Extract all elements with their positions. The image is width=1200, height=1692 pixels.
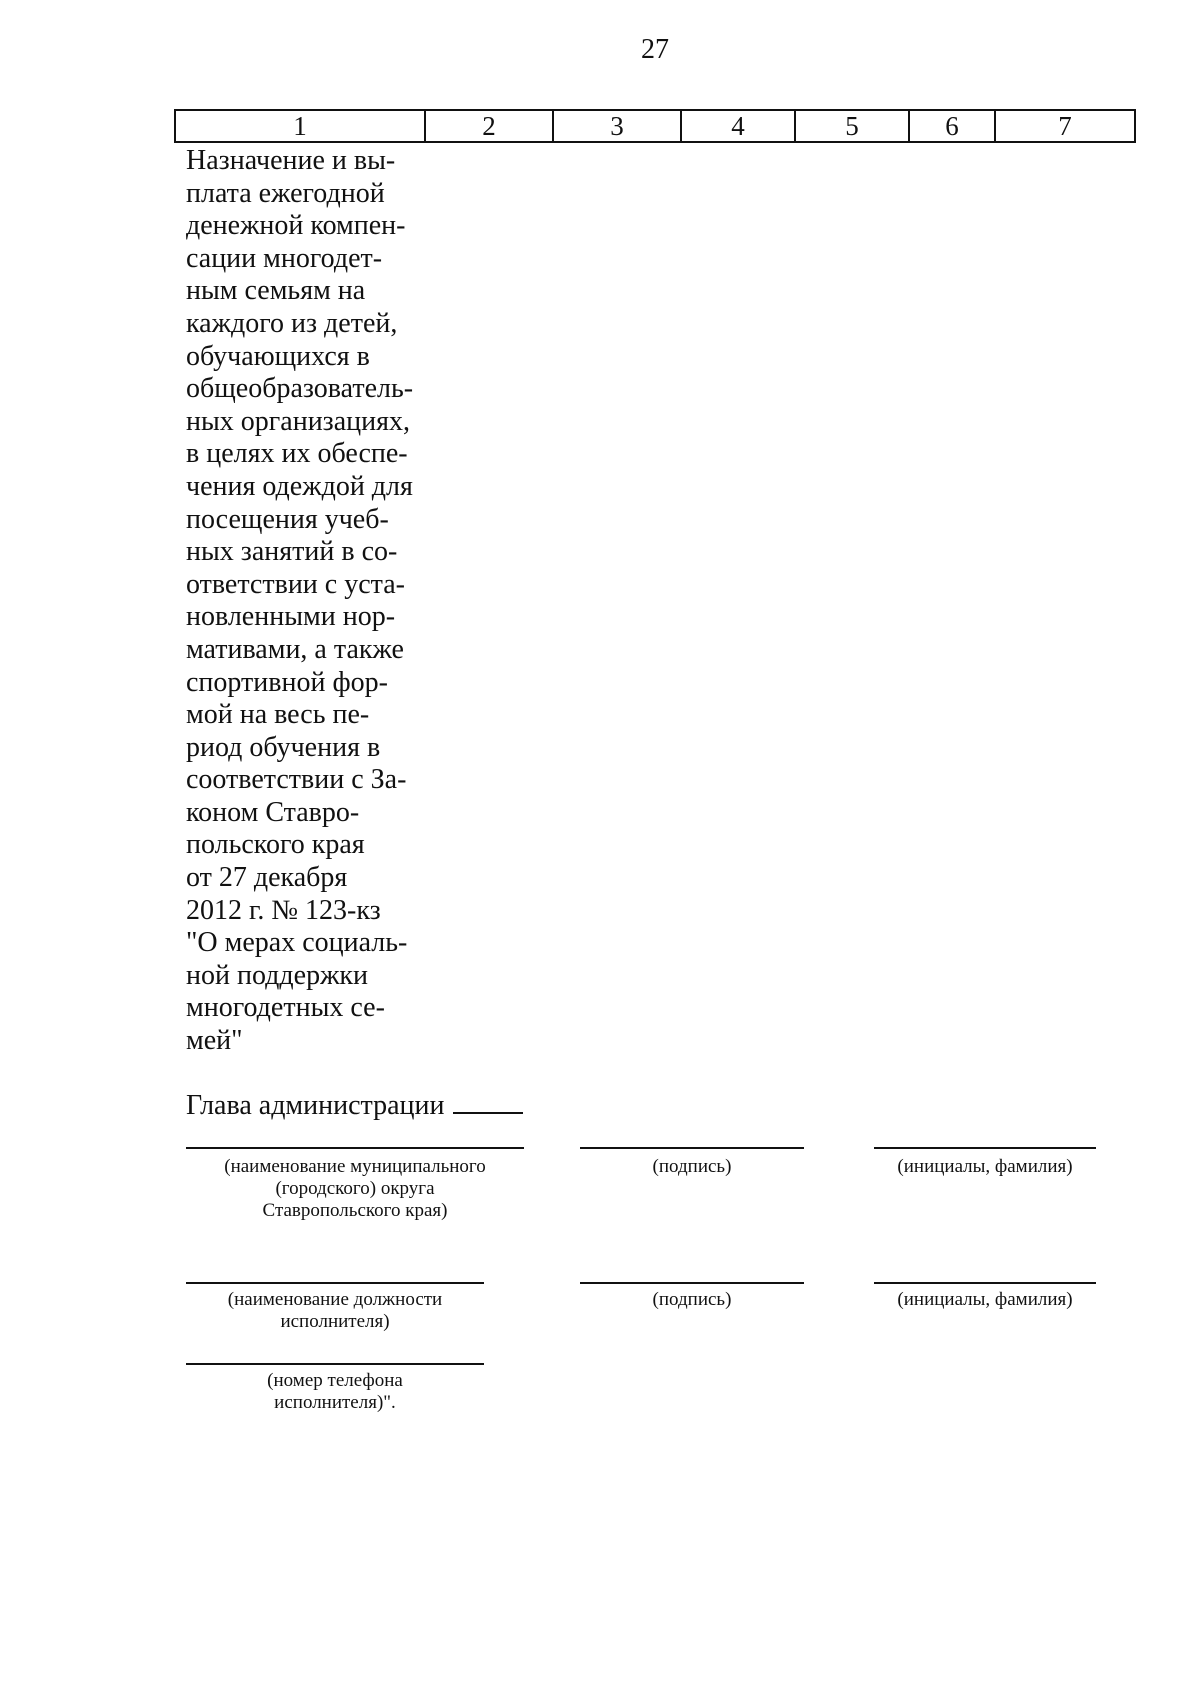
column-number-cell: 2 xyxy=(425,110,553,142)
signature-line xyxy=(580,1147,804,1149)
service-description-line: чения одеждой для xyxy=(186,470,413,502)
phone-caption xyxy=(186,1370,484,1414)
table-header-row xyxy=(175,110,1135,142)
service-description-line: ных занятий в со- xyxy=(186,536,398,568)
service-description-line: плата ежегодной xyxy=(186,177,385,209)
service-description-line: мативами, а также xyxy=(186,633,404,665)
caption-line: (номер телефона xyxy=(267,1370,403,1391)
service-description-line: мей" xyxy=(186,1025,243,1057)
service-description-line: ным семьям на xyxy=(186,275,366,307)
caption-line: Ставропольского края) xyxy=(262,1200,448,1221)
column-number-cell: 6 xyxy=(909,110,995,142)
municipality-caption xyxy=(186,1156,524,1222)
service-description-line: ответствии с уста- xyxy=(186,568,405,600)
service-description-line: сации многодет- xyxy=(186,242,383,274)
service-description-line: многодетных се- xyxy=(186,992,385,1024)
name-signature-line xyxy=(874,1282,1096,1284)
column-number-header-table xyxy=(174,109,1136,143)
service-description-line: обучающихся в xyxy=(186,340,370,372)
head-label-blank-line xyxy=(453,1090,523,1114)
service-description-line: 2012 г. № 123-кз xyxy=(186,894,381,926)
service-description xyxy=(186,145,446,1058)
service-description-line: "О мерах социаль- xyxy=(186,927,408,959)
column-number-cell: 1 xyxy=(175,110,425,142)
service-description-line: новленными нор- xyxy=(186,601,396,633)
service-description-line: Назначение и вы- xyxy=(186,145,396,176)
phone-signature-line xyxy=(186,1363,484,1365)
name-signature-line xyxy=(874,1147,1096,1149)
service-description-line: соответствии с За- xyxy=(186,764,407,796)
column-number-cell: 3 xyxy=(553,110,681,142)
service-description-line: спортивной фор- xyxy=(186,666,388,698)
service-description-line: мой на весь пе- xyxy=(186,699,370,731)
service-description-line: общеобразователь- xyxy=(186,373,414,405)
service-description-line: польского края xyxy=(186,829,365,861)
service-description-line: от 27 декабря xyxy=(186,862,348,894)
signature-caption: (подпись) xyxy=(652,1156,732,1177)
head-label-text: Глава администрации xyxy=(186,1090,445,1121)
column-number-cell: 4 xyxy=(681,110,795,142)
caption-line: исполнителя) xyxy=(280,1311,390,1332)
head-of-administration-label xyxy=(186,1090,523,1122)
caption-line: (наименование должности xyxy=(227,1289,443,1310)
name-caption: (инициалы, фамилия) xyxy=(897,1289,1073,1310)
signature-line xyxy=(580,1282,804,1284)
column-number-cell: 5 xyxy=(795,110,909,142)
caption-line: (городского) округа xyxy=(275,1178,435,1199)
municipality-signature-line xyxy=(186,1147,524,1149)
service-description-line: ной поддержки xyxy=(186,959,368,991)
service-description-line: коном Ставро- xyxy=(186,796,360,828)
caption-line: (наименование муниципального xyxy=(224,1156,486,1177)
signature-caption: (подпись) xyxy=(652,1289,732,1310)
caption-line: исполнителя)". xyxy=(274,1392,396,1413)
service-description-line: в целях их обеспе- xyxy=(186,438,408,470)
service-description-line: ных организациях, xyxy=(186,405,411,437)
service-description-line: денежной компен- xyxy=(186,210,406,242)
position-caption xyxy=(186,1289,484,1333)
service-description-line: посещения учеб- xyxy=(186,503,389,535)
service-description-line: риод обучения в xyxy=(186,731,381,763)
column-number-cell: 7 xyxy=(995,110,1135,142)
name-caption: (инициалы, фамилия) xyxy=(897,1156,1073,1177)
service-description-line: каждого из детей, xyxy=(186,307,398,339)
position-signature-line xyxy=(186,1282,484,1284)
page-number: 27 xyxy=(641,34,669,65)
